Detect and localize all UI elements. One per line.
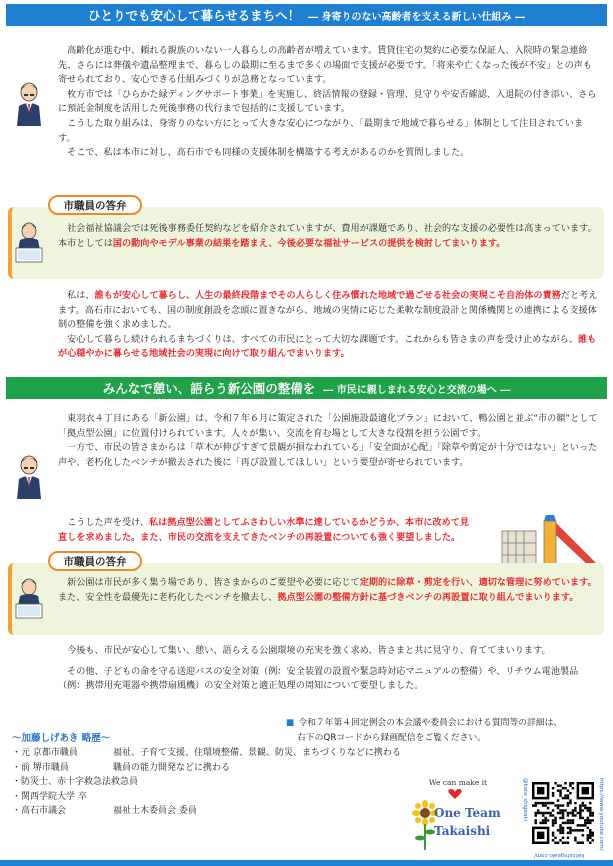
staff-computer-icon	[14, 222, 44, 264]
notice-line1-text: 令和７年第４回定例会の本会議や委員会における質問等の詳細は、	[298, 718, 563, 728]
section2-title: みんなで憩い、語らう新公園の整備を	[102, 381, 316, 396]
profile-item: ・元 京都市職員 福祉、子育て支援、住環境整備、景観、防災、まちづくりなどに携わる	[12, 746, 401, 761]
section1-comment-p2a: 安心して暮らし続けられるまちづくりは、すべての市民にとって大切な課題です。これからも皆さまの声を受け止めながら、	[67, 334, 578, 345]
section1-question	[58, 44, 598, 161]
section2-comment-p1: 今後も、市民が安心して集い、憩い、語らえる公園環境の充実を強く求め、皆さまと共に見守り、育ててまいります。	[67, 646, 551, 656]
notice-line2: 右下のQRコードから録画配信をご覧ください。	[297, 733, 486, 743]
speaker-avatar-icon-2	[14, 455, 44, 499]
section1-answer-highlight1: 国の動向やモデル事業の結果を踏まえ、今後必要な福祉サービスの提供を検討してまいります。	[112, 238, 506, 249]
qr-code-icon[interactable]	[532, 782, 594, 844]
section2-subtitle: ― 市民に親しまれる安心と交流の場へ ―	[323, 384, 511, 396]
section1-question-p4: そこで、私は本市に対し、高石市でも同様の支援体制を構築する考えがあるのかを質問しました。	[67, 148, 470, 159]
section2-q3a: こうした声を受け、	[67, 518, 150, 528]
section1-banner	[6, 4, 607, 26]
section1-question-p3: こうした取り組みは、身寄りのない方にとって大きな安心につながり、「最期まで地域で暮らせる」体制として注目されています。	[58, 118, 584, 144]
qr-side-text-bottom: katoshigeaki.com/	[534, 852, 585, 858]
section1-comment-p2-highlight: 誰もが心穏やかに暮らせる地域社会の実現に向けて取り組んでまいります。	[58, 334, 597, 360]
profile-item-org: 防災士、赤十字救急法救急員	[21, 777, 139, 787]
profile-item: ・高石市議会 福祉土木委員会 委員	[12, 804, 401, 819]
logo-line1: One Team	[434, 806, 501, 820]
profile-item-desc: 福祉土木委員会 委員	[113, 806, 197, 816]
section1-question-p2: 枚方市では「ひらかた緑ディングサポート事業」を実施し、終活情報の登録・管理、見守りや安否確認、入退院の付き添い、さらに預託金制度を活用した死後事務の代行まで包括的に支援しています。	[58, 89, 597, 115]
logo-line2: Takaishi	[434, 824, 491, 838]
section2-answer-normal2: また、安全性を最優先に老朽化したベンチを撤去し、	[58, 592, 278, 603]
bottom-bar	[0, 860, 613, 866]
section1-comment-p1b: だと考えます。高石市においても、国の制度創設を念頭に置きながら、地域の実情に応じた柔軟な制度設計と関係機関との連携による支援体制の整備を強く求めました。	[58, 291, 598, 331]
section1-subtitle: ― 身寄りのない高齢者を支える新しい仕組み ―	[308, 11, 526, 23]
profile-item-desc: 職員の能力開発などに携わる	[113, 762, 231, 773]
section2-answer-text	[58, 576, 598, 605]
section2-answer-label: 市職員の答弁	[48, 551, 142, 571]
section1-comment	[58, 289, 598, 362]
section2-comment-p2: その他、子どもの命を守る送迎バスの安全対策（例：安全装置の設置や緊急時対応マニュアルの整備）や、リチウム電池製品（例：携帯用充電器や携帯扇風機）の安全対策と適正処理の周知について要望しました。	[58, 666, 579, 692]
section2-question-p1: 東羽衣４丁目にある「新公園」は、令和７年６月に策定された「公園施設最適化プラン」において、鴨公園と並ぶ“市の顔”として「拠点型公園」に位置付けられています。人々が集い、交流を育む場として大きな役割を担う公園です。	[58, 414, 598, 439]
profile-item: ・前 堺市職員 職員の能力開発などに携わる	[12, 761, 401, 776]
section2-q3-highlight: 私は拠点型公園としてふさわしい水準に達しているかどうか、本市に改めて見直しを求めました。また、市民の交流を支えてきたベンチの再設置についても強く要望しました。	[58, 518, 470, 543]
heart-icon	[448, 788, 462, 800]
profile-list	[12, 746, 401, 819]
profile-item-org: 元 京都市職員	[21, 748, 78, 758]
section2-question-p2: 一方で、市民の皆さまからは「草木が伸びすぎて景観が損なわれている」「安全面が心配」「除草や剪定が十分ではない」といった声や、老朽化したベンチが撤去された後に「再び設置してほしい」という要望が寄せられています。	[58, 443, 598, 468]
section2-banner	[6, 377, 607, 399]
profile-item-desc: 福祉、子育て支援、住環境整備、景観、防災、まちづくりなどに携わる	[113, 748, 401, 758]
section1-answer-label: 市職員の答弁	[48, 195, 142, 215]
logo-tagline: We can make it	[428, 778, 488, 787]
section1-answer-text	[58, 222, 598, 251]
section1-comment-p1a: 私は、	[67, 291, 95, 301]
section2-answer-highlight1: 定期的に除草・剪定を行い、適切な管理に努めています。	[359, 578, 597, 588]
section1-question-p1: 高齢化が進む中、頼れる親族のいない一人暮らしの高齢者が増えています。賃貸住宅の契約に必要な保証人、入院時の緊急連絡先、さらには葬儀や遺品整理まで、暮らしの最期に至るまで多くの場面で支援が必要です。「将来や亡くなった後が不安」との声も寄せられており、安心できる仕組みづくりが急務となっています。	[58, 46, 593, 86]
section1-title: ひとりでも安心して暮らせるまちへ！	[87, 8, 301, 23]
profile-item-org: 高石市議会	[21, 806, 67, 816]
profile-item: ・防災士、赤十字救急法救急員	[12, 777, 139, 787]
notice-line1: ■ 令和７年第４回定例会の本会議や委員会における質問等の詳細は、	[286, 718, 563, 728]
one-team-logo	[408, 778, 508, 856]
section2-question	[58, 412, 598, 470]
profile-item: ・関西学院大学 卒	[12, 791, 87, 802]
logo-text	[434, 804, 501, 840]
section2-comment	[58, 644, 598, 694]
section2-answer-normal1: 新公園は市民が多く集う場であり、皆さまからのご要望や必要に応じて	[67, 578, 360, 588]
section2-question-p3	[58, 516, 478, 545]
profile-title: ～加藤しげあき 略歴～	[12, 733, 111, 744]
qr-side-text-left: @kato_shigeaki	[522, 778, 528, 822]
speaker-avatar-icon	[14, 82, 44, 126]
staff-computer-icon-2	[14, 578, 44, 620]
qr-code-area[interactable]	[520, 778, 604, 860]
section2-answer-highlight2: 拠点型公園の整備方針に基づきベンチの再設置に取り組んでまいります。	[277, 592, 579, 603]
section1-answer-normal1: 社会福祉協議会では死後事務委任契約などを紹介されていますが、費用が課題であり、社会的な支援の必要性は高まっています。本市としては	[58, 224, 597, 249]
profile-item-org: 前 堺市職員	[21, 762, 69, 773]
qr-side-text-right: https://www.youtube.com/	[598, 778, 604, 851]
profile-item-org: 関西学院大学 卒	[21, 791, 87, 802]
section1-comment-p1-highlight: 誰もが安心して暮らし、人生の最終段階までその人らしく住み慣れた地域で過ごせる社会の実現こそ自治体の責務	[94, 291, 561, 301]
